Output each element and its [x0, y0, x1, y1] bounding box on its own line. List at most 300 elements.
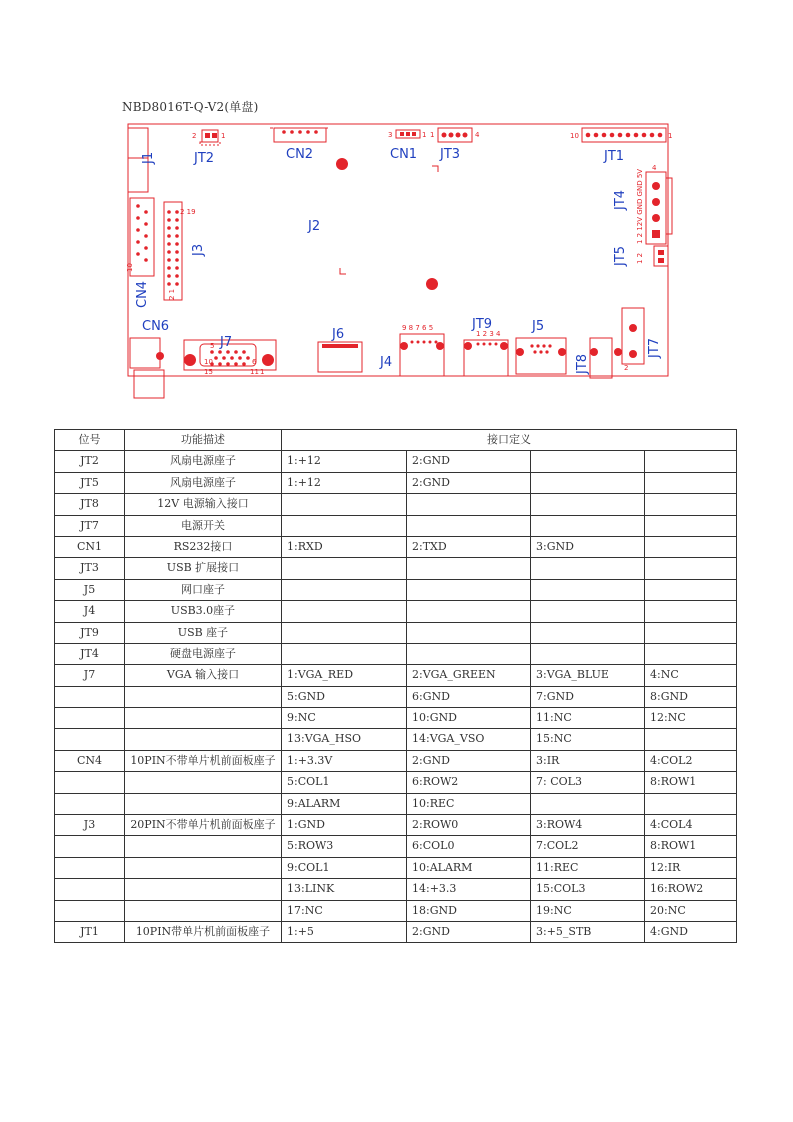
cell-pos: JT8	[55, 494, 125, 515]
pin-label: 4	[475, 131, 480, 139]
cell-pin: 13:LINK	[282, 879, 407, 900]
cell-desc: 硬盘电源座子	[125, 643, 282, 664]
cell-pin: 4:COL2	[645, 750, 737, 771]
cell-pos: JT3	[55, 558, 125, 579]
board-part	[175, 266, 179, 270]
board-part	[590, 348, 598, 356]
label-jt8: JT8	[575, 353, 590, 374]
pin-label: 11	[250, 368, 259, 376]
cell-desc	[125, 708, 282, 729]
cell-pos: J5	[55, 579, 125, 600]
board-part	[400, 132, 404, 136]
cell-desc	[125, 793, 282, 814]
board-part	[618, 133, 623, 138]
board-part	[144, 258, 148, 262]
cell-desc: 12V 电源输入接口	[125, 494, 282, 515]
cell-pin: 4:NC	[645, 665, 737, 686]
cell-pin	[407, 494, 531, 515]
board-part	[666, 178, 672, 234]
cell-pin: 19:NC	[531, 900, 645, 921]
cell-pos	[55, 836, 125, 857]
board-part	[306, 130, 310, 134]
board-part	[226, 350, 230, 354]
board-part	[456, 133, 461, 138]
cell-pin: 6:GND	[407, 686, 531, 707]
board-part	[218, 362, 222, 366]
cell-pos	[55, 879, 125, 900]
board-part	[429, 341, 432, 344]
board-part	[435, 341, 438, 344]
board-part	[136, 252, 140, 256]
board-part	[212, 133, 217, 138]
pin-label: 1	[668, 132, 673, 140]
cell-pos	[55, 686, 125, 707]
cell-pos: JT2	[55, 451, 125, 472]
cell-desc: VGA 输入接口	[125, 665, 282, 686]
cell-pos: J4	[55, 601, 125, 622]
board-part	[542, 344, 545, 347]
cell-pin	[645, 494, 737, 515]
cell-pos	[55, 708, 125, 729]
label-j2: J2	[308, 219, 321, 234]
cell-pin	[531, 558, 645, 579]
cell-pin: 3:VGA_BLUE	[531, 665, 645, 686]
cell-pin: 8:ROW1	[645, 772, 737, 793]
cell-pin	[531, 793, 645, 814]
board-part	[314, 130, 318, 134]
board-part	[642, 133, 647, 138]
cell-pin	[645, 472, 737, 493]
board-part	[516, 348, 524, 356]
board-part	[340, 268, 346, 274]
board-part	[489, 343, 492, 346]
board-part	[136, 204, 140, 208]
cell-pin: 5:ROW3	[282, 836, 407, 857]
cell-pin: 1:GND	[282, 815, 407, 836]
cell-pin	[407, 601, 531, 622]
cell-pin	[282, 515, 407, 536]
cell-pin: 12:NC	[645, 708, 737, 729]
board-part	[322, 344, 358, 348]
label-jt5: JT5	[613, 245, 628, 266]
cell-pin: 14:+3.3	[407, 879, 531, 900]
board-part	[175, 258, 179, 262]
label-cn4: CN4	[135, 280, 150, 308]
board-part	[530, 344, 533, 347]
board-part	[477, 343, 480, 346]
cell-pin: 6:ROW2	[407, 772, 531, 793]
cell-pin: 1:+12	[282, 472, 407, 493]
pin-label: 1	[430, 131, 435, 139]
cell-pin	[645, 793, 737, 814]
table-row	[55, 729, 737, 750]
cell-desc	[125, 772, 282, 793]
board-part	[626, 133, 631, 138]
board-part	[175, 210, 179, 214]
cell-pin	[531, 601, 645, 622]
table-row	[55, 708, 737, 729]
header-iface: 接口定义	[282, 430, 737, 451]
j3-connector	[164, 202, 182, 300]
cell-pin: 17:NC	[282, 900, 407, 921]
board-part	[144, 246, 148, 250]
table-row	[55, 643, 737, 664]
cn6-connector	[130, 338, 160, 368]
cell-pin	[645, 643, 737, 664]
cell-desc: 10PIN不带单片机前面板座子	[125, 750, 282, 771]
cell-pin: 3:ROW4	[531, 815, 645, 836]
cell-pin: 2:GND	[407, 921, 531, 942]
board-part	[167, 274, 171, 278]
label-jt1: JT1	[604, 149, 625, 164]
pin-label: 1 2 12V GND GND 5V	[636, 168, 644, 244]
board-layout-diagram	[120, 118, 675, 403]
cell-pos	[55, 793, 125, 814]
board-part	[144, 234, 148, 238]
board-part	[406, 132, 410, 136]
cell-pin: 4:GND	[645, 921, 737, 942]
pin-label: 5	[210, 342, 215, 350]
table-row	[55, 686, 737, 707]
cell-pin	[645, 622, 737, 643]
board-part	[594, 133, 599, 138]
cell-pin: 20:NC	[645, 900, 737, 921]
board-part	[156, 352, 164, 360]
cell-pin	[282, 643, 407, 664]
board-part	[400, 342, 408, 350]
cell-pin	[282, 494, 407, 515]
board-part	[238, 356, 242, 360]
label-jt2: JT2	[194, 151, 215, 166]
board-part	[167, 218, 171, 222]
interface-table	[54, 429, 737, 943]
label-jt4: JT4	[613, 189, 628, 210]
cell-pin: 8:ROW1	[645, 836, 737, 857]
cell-desc: 10PIN带单片机前面板座子	[125, 921, 282, 942]
label-j4: J4	[380, 355, 393, 370]
board-part	[412, 132, 416, 136]
cell-desc: RS232接口	[125, 536, 282, 557]
cell-desc: 网口座子	[125, 579, 282, 600]
cell-pin	[645, 601, 737, 622]
cell-pos	[55, 900, 125, 921]
board-part	[658, 133, 663, 138]
pin-label: 10	[204, 358, 213, 366]
board-part	[652, 214, 660, 222]
board-part	[167, 266, 171, 270]
board-part	[262, 354, 274, 366]
cell-pos	[55, 857, 125, 878]
board-part	[539, 350, 542, 353]
pin-label: 1 2 3 4	[476, 330, 501, 338]
cell-pos: JT4	[55, 643, 125, 664]
cell-pin: 4:COL4	[645, 815, 737, 836]
cell-pin: 2:VGA_GREEN	[407, 665, 531, 686]
cell-pin: 2:ROW0	[407, 815, 531, 836]
board-part	[290, 130, 294, 134]
cell-pin: 11:NC	[531, 708, 645, 729]
board-part	[650, 133, 655, 138]
cell-desc: USB3.0座子	[125, 601, 282, 622]
cell-pin	[645, 515, 737, 536]
cell-pos: CN4	[55, 750, 125, 771]
board-part	[175, 242, 179, 246]
j2-hole-top	[336, 158, 348, 170]
page-title: NBD8016T-Q-V2(单盘)	[122, 100, 259, 114]
table-row	[55, 836, 737, 857]
cell-desc	[125, 900, 282, 921]
board-part	[558, 348, 566, 356]
pin-label: 2	[192, 132, 197, 140]
cell-pin: 2:TXD	[407, 536, 531, 557]
cell-pin: 10:ALARM	[407, 857, 531, 878]
cell-pin: 8:GND	[645, 686, 737, 707]
cell-desc	[125, 879, 282, 900]
cell-desc: 风扇电源座子	[125, 472, 282, 493]
cell-pin	[282, 579, 407, 600]
board-part	[136, 240, 140, 244]
j2-hole-bottom	[426, 278, 438, 290]
board-part	[136, 228, 140, 232]
cell-pin	[531, 451, 645, 472]
table-row	[55, 879, 737, 900]
label-j3: J3	[191, 243, 206, 256]
table-row	[55, 815, 737, 836]
board-part	[234, 362, 238, 366]
cell-pos: JT7	[55, 515, 125, 536]
board-part	[167, 282, 171, 286]
table-row	[55, 772, 737, 793]
board-part	[432, 166, 438, 172]
cell-pin	[407, 558, 531, 579]
board-part	[210, 350, 214, 354]
board-part	[167, 250, 171, 254]
board-part	[167, 242, 171, 246]
board-part	[234, 350, 238, 354]
cell-desc: USB 座子	[125, 622, 282, 643]
cell-pin	[531, 494, 645, 515]
j5-connector	[516, 338, 566, 374]
board-part	[533, 350, 536, 353]
table-row	[55, 472, 737, 493]
label-j7: J7	[220, 335, 233, 350]
table-row	[55, 451, 737, 472]
board-part	[652, 198, 660, 206]
board-part	[658, 250, 664, 255]
cell-pos: J3	[55, 815, 125, 836]
cell-pin	[645, 536, 737, 557]
cell-pin: 15:NC	[531, 729, 645, 750]
cell-pin: 7: COL3	[531, 772, 645, 793]
cell-pin: 7:GND	[531, 686, 645, 707]
pin-label: 2	[624, 364, 629, 372]
pin-label: 1 2	[636, 252, 644, 264]
cell-pin: 11:REC	[531, 857, 645, 878]
cell-pin	[407, 643, 531, 664]
cell-pin	[645, 558, 737, 579]
board-part	[442, 133, 447, 138]
label-jt9: JT9	[472, 317, 493, 332]
table-row	[55, 601, 737, 622]
board-part	[658, 258, 664, 263]
board-part	[500, 342, 508, 350]
cell-pin: 3:+5_STB	[531, 921, 645, 942]
cell-pin: 15:COL3	[531, 879, 645, 900]
board-part	[614, 348, 622, 356]
cell-pin: 9:COL1	[282, 857, 407, 878]
cell-desc	[125, 836, 282, 857]
cell-pos	[55, 729, 125, 750]
cell-pin: 1:+3.3V	[282, 750, 407, 771]
board-part	[175, 250, 179, 254]
cell-pin	[531, 622, 645, 643]
label-j5: J5	[532, 319, 545, 334]
table-row	[55, 558, 737, 579]
label-jt7: JT7	[647, 337, 662, 358]
cell-pin: 6:COL0	[407, 836, 531, 857]
pin-label: 4	[652, 164, 657, 172]
cell-pos	[55, 772, 125, 793]
header-pos: 位号	[55, 430, 125, 451]
board-part	[175, 218, 179, 222]
cell-pin: 2:GND	[407, 451, 531, 472]
board-part	[417, 341, 420, 344]
board-part	[463, 133, 468, 138]
board-part	[218, 350, 222, 354]
board-part	[610, 133, 615, 138]
cn2-connector	[274, 128, 326, 142]
cell-pin	[407, 515, 531, 536]
board-part	[214, 356, 218, 360]
cell-pin	[531, 515, 645, 536]
cell-pin: 1:RXD	[282, 536, 407, 557]
cell-pos: JT9	[55, 622, 125, 643]
board-part	[629, 324, 637, 332]
pin-label: 10	[126, 263, 134, 272]
board-part	[230, 356, 234, 360]
table-row	[55, 900, 737, 921]
label-cn1: CN1	[390, 147, 418, 162]
cell-pin: 13:VGA_HSO	[282, 729, 407, 750]
table-row	[55, 665, 737, 686]
board-part	[167, 258, 171, 262]
cell-pin: 10:REC	[407, 793, 531, 814]
board-part	[536, 344, 539, 347]
label-j1: J1	[141, 151, 156, 164]
board-part	[205, 133, 210, 138]
pin-label: 1	[260, 368, 265, 376]
table-row	[55, 494, 737, 515]
cell-pin	[407, 579, 531, 600]
board-part	[167, 234, 171, 238]
pin-label: 9 8 7 6 5	[402, 324, 434, 332]
cell-pin	[282, 558, 407, 579]
table-header-row	[55, 430, 737, 451]
cell-pin: 3:GND	[531, 536, 645, 557]
board-part	[652, 182, 660, 190]
board-part	[282, 130, 286, 134]
board-part	[175, 282, 179, 286]
board-part	[175, 226, 179, 230]
pin-label: 2 1	[168, 288, 176, 300]
board-part	[602, 133, 607, 138]
label-cn2: CN2	[286, 147, 314, 162]
board-part	[629, 350, 637, 358]
cell-pin	[531, 472, 645, 493]
cell-pin: 10:GND	[407, 708, 531, 729]
cell-desc	[125, 686, 282, 707]
label-jt3: JT3	[440, 147, 461, 162]
board-part	[167, 226, 171, 230]
pin-label: 3	[388, 131, 393, 139]
board-part	[184, 354, 196, 366]
cell-pos: JT5	[55, 472, 125, 493]
cell-desc	[125, 729, 282, 750]
table-row	[55, 536, 737, 557]
pin-label: 10	[570, 132, 579, 140]
board-part	[298, 130, 302, 134]
cell-desc: USB 扩展接口	[125, 558, 282, 579]
cell-pin: 3:IR	[531, 750, 645, 771]
header-desc: 功能描述	[125, 430, 282, 451]
cell-pos: JT1	[55, 921, 125, 942]
cell-pin: 14:VGA_VSO	[407, 729, 531, 750]
board-part	[222, 356, 226, 360]
cell-pin	[531, 579, 645, 600]
board-part	[634, 133, 639, 138]
table-row	[55, 515, 737, 536]
cell-pos: CN1	[55, 536, 125, 557]
board-part	[545, 350, 548, 353]
pin-label: 2 19	[180, 208, 196, 216]
table-row	[55, 622, 737, 643]
cell-pin	[407, 622, 531, 643]
board-part	[144, 222, 148, 226]
table-row	[55, 857, 737, 878]
board-part	[423, 341, 426, 344]
cell-pin: 7:COL2	[531, 836, 645, 857]
board-part	[464, 342, 472, 350]
table-row	[55, 793, 737, 814]
label-j6: J6	[332, 327, 345, 342]
board-part	[134, 370, 164, 398]
j4-connector	[400, 334, 444, 376]
cell-pin: 9:ALARM	[282, 793, 407, 814]
board-part	[175, 274, 179, 278]
cell-pin: 16:ROW2	[645, 879, 737, 900]
cell-pin: 2:GND	[407, 750, 531, 771]
table-row	[55, 750, 737, 771]
board-part	[242, 350, 246, 354]
board-part	[136, 216, 140, 220]
cell-pos: J7	[55, 665, 125, 686]
cell-pin	[282, 601, 407, 622]
board-part	[586, 133, 591, 138]
board-part	[167, 210, 171, 214]
board-part	[652, 230, 660, 238]
board-part	[548, 344, 551, 347]
board-part	[242, 362, 246, 366]
board-part	[449, 133, 454, 138]
cell-pin: 2:GND	[407, 472, 531, 493]
cell-pin: 1:+5	[282, 921, 407, 942]
cell-pin: 1:VGA_RED	[282, 665, 407, 686]
cell-pin	[645, 729, 737, 750]
cell-desc: 电源开关	[125, 515, 282, 536]
board-part	[495, 343, 498, 346]
cell-pin: 9:NC	[282, 708, 407, 729]
board-part	[175, 234, 179, 238]
